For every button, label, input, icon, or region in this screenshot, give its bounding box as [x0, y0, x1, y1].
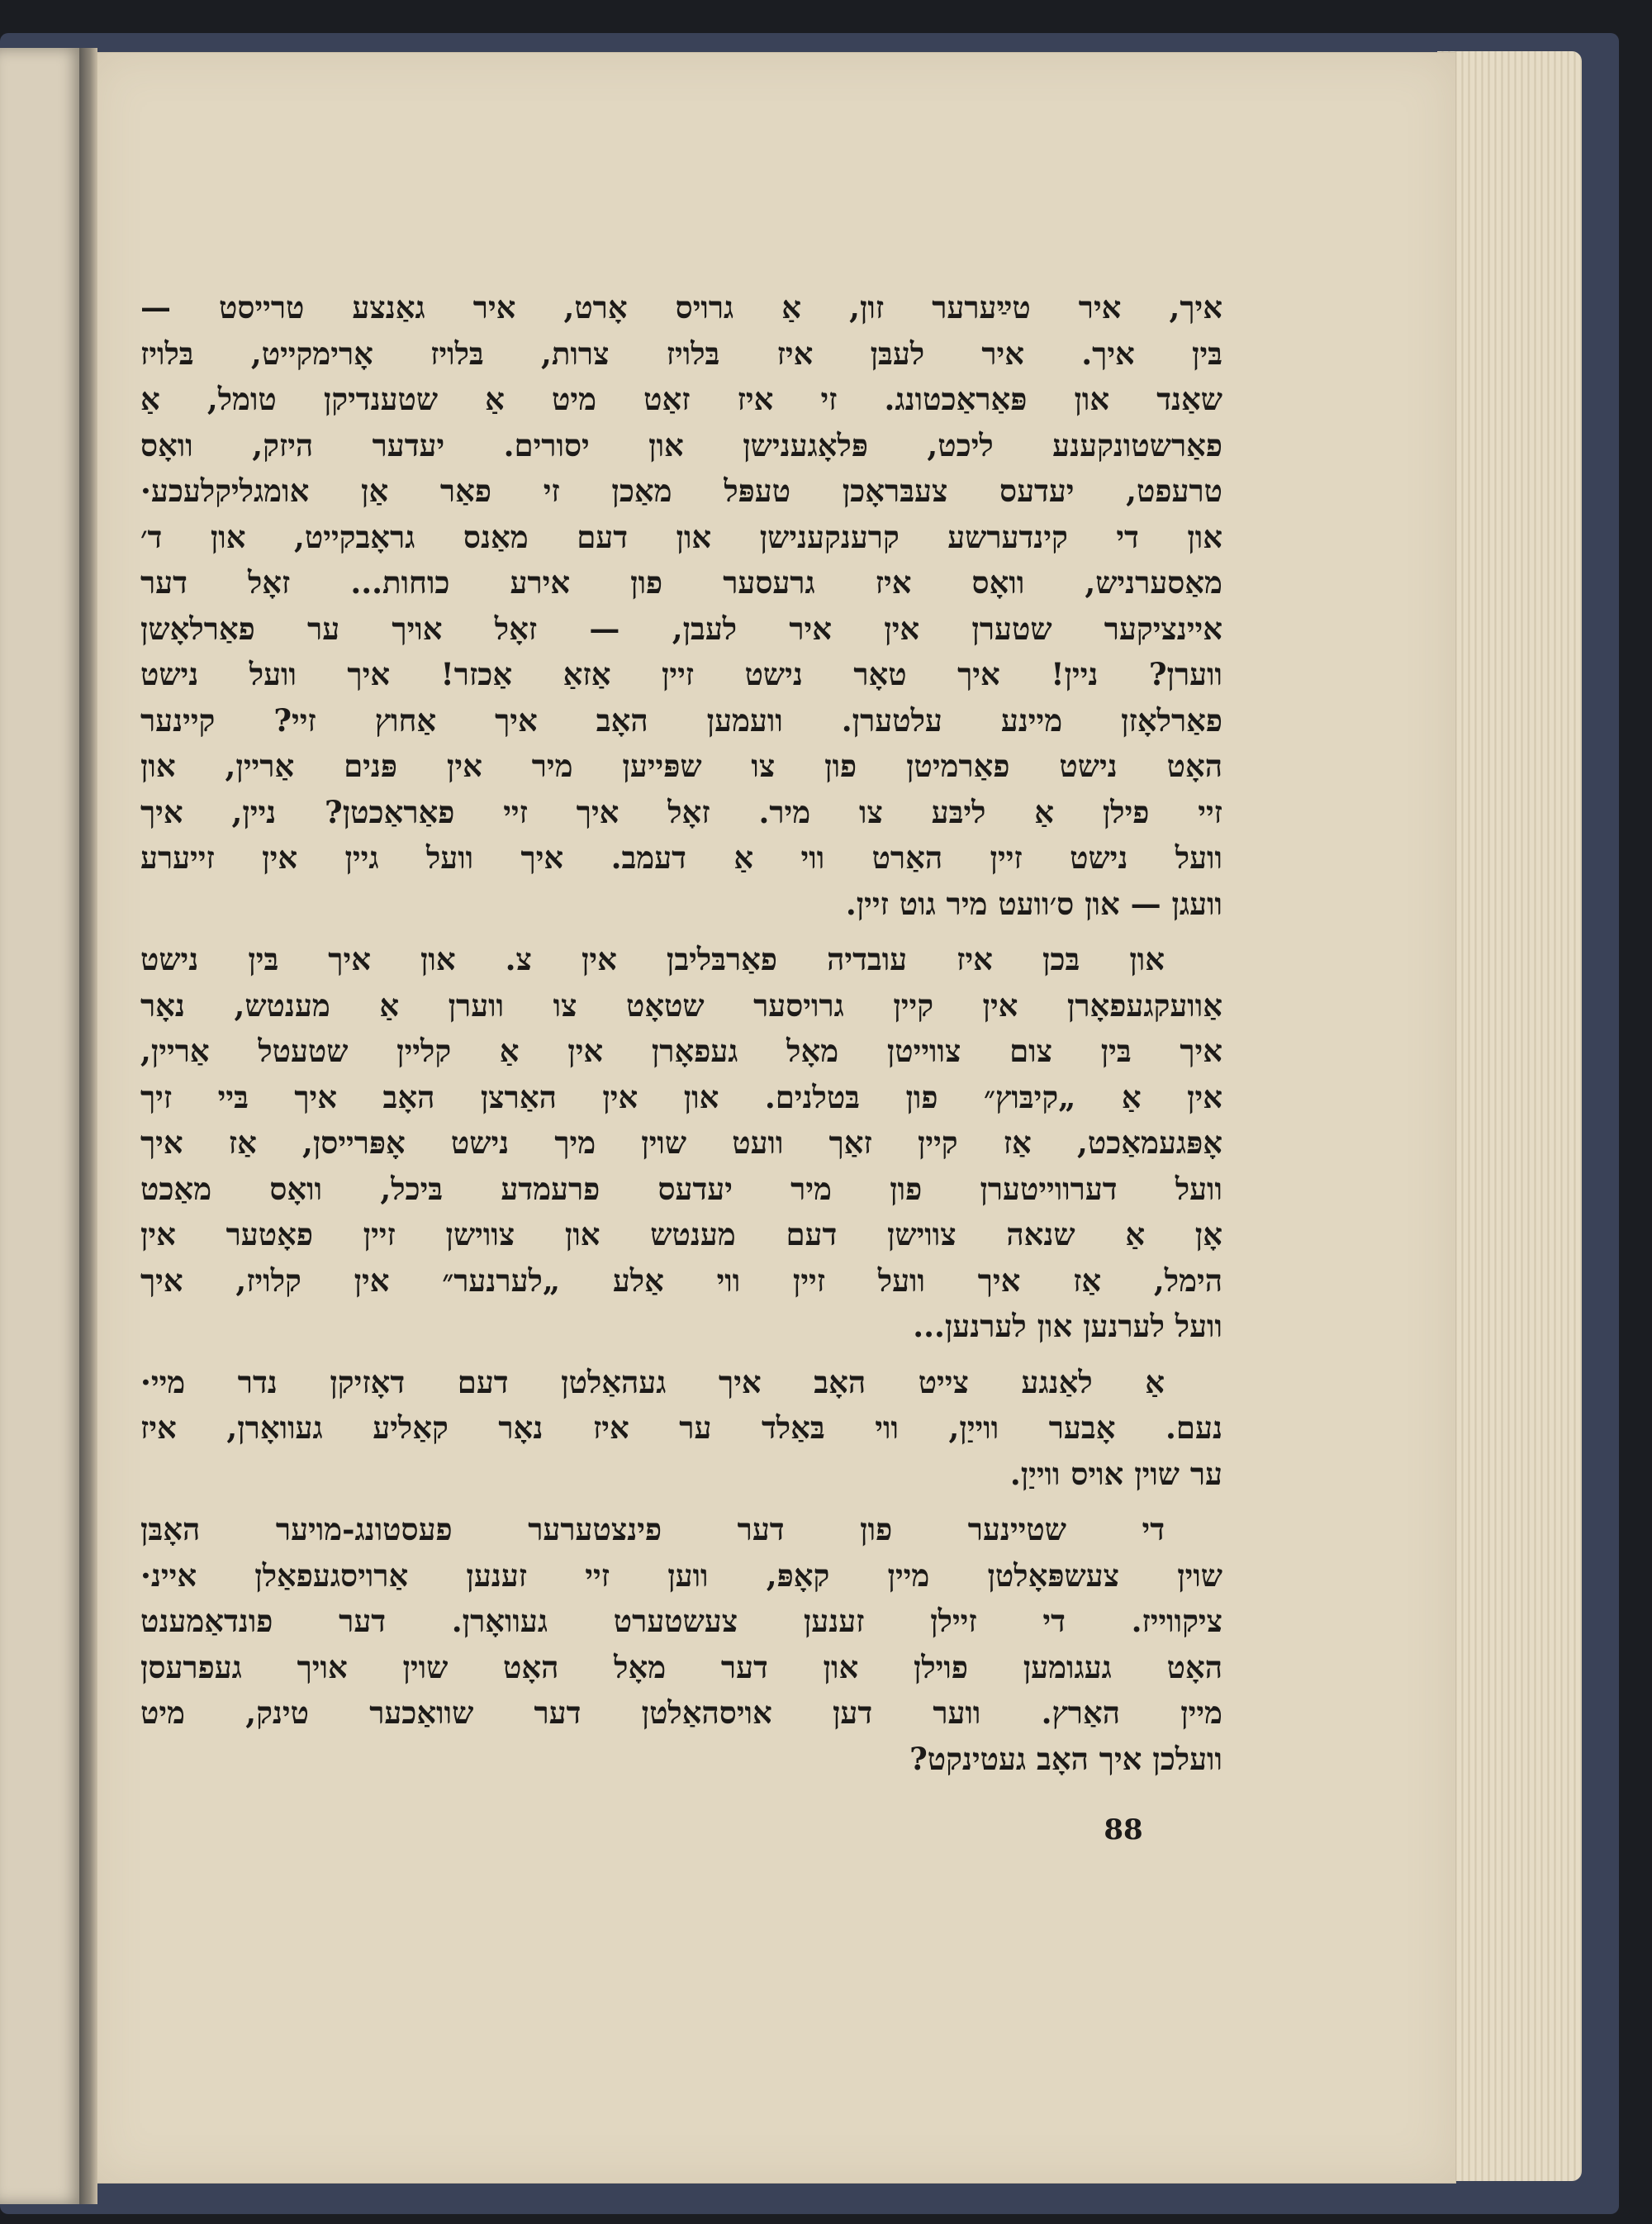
text-line: שוין צעשפּאָלטן מיין קאָפּ, ווען זיי זענען אַרויסגעפאַלן איינ· — [140, 1556, 1222, 1594]
text-line: אָפּגעמאַכט, אַז קיין זאַך וועט שוין מיך נישט אָפּרייסן, אַז איך — [140, 1124, 1222, 1161]
text-line: מיין האַרץ. ווער דען אויסהאַלטן דער שוואַכער טינק, מיט — [140, 1694, 1222, 1731]
text-line: איך, איר טײַערער זון, אַ גרויס אָרט, איר גאַנצע טרייסט — — [140, 289, 1222, 326]
text-line: בּין איך. איר לעבּן איז בּלויז צרות, בּלויז אָרימקייט, בּלויז — [140, 335, 1222, 372]
text-line: הימל, אַז איך וועל זיין ווי אַלע „לערנער״ אין קלויז, איך — [140, 1262, 1222, 1299]
paragraph — [140, 937, 1222, 1350]
text-line: נעם. אָבער ווייַן, ווי בּאַלד ער איז נאָר קאַליע געוואָרן, איז — [140, 1409, 1222, 1446]
paragraph — [140, 285, 1222, 927]
text-line: מאַסערניש, וואָס איז גרעסער פון אירע כוחות... זאָל דער — [140, 564, 1222, 601]
text-line: טרעפט, יעדעס צעבּראָכן טעפּל מאַכן זי פאַר אַן אומגליקלעכע· — [140, 473, 1222, 509]
text-line: אָן אַ שנאה צווישן דעם מענטש און צווישן זיין פאָטער אין — [140, 1216, 1222, 1252]
text-line: איך בּין צום צווייטן מאָל געפאָרן אין אַ קליין שטעטל אַריין, — [140, 1033, 1222, 1069]
text-line: וועלכן איך האָב געטינקט? — [909, 1740, 1222, 1777]
text-line: ווערן? ניין! איך טאָר נישט זיין אַזאַ אַכזר! איך וועל נישט — [140, 656, 1222, 692]
text-line: אַ לאַנגע צייט האָב איך געהאַלטן דעם דאָזיקן נדר מיי· — [140, 1363, 1165, 1400]
text-line: פאַרשטונקענע ליכט, פּלאָגענישן און יסורים. יעדער היזק, וואָס — [140, 426, 1222, 463]
text-line: ער שוין אויס ווייַן. — [1009, 1455, 1222, 1492]
text-line: וועל נישט זיין האַרט ווי אַ דעמב. איך וועל גיין אין זייערע — [140, 839, 1222, 876]
text-line: און בּכן איז עובדיה פאַרבּליבן אין צ. און איך בּין נישט — [140, 941, 1165, 977]
left-page-edge — [0, 48, 83, 2204]
book-gutter — [79, 48, 97, 2204]
page-block-edges — [1437, 51, 1582, 2181]
text-line: פאַרלאָזן מיינע עלטערן. וועמען האָב איך אַחוץ זיי? קיינער — [140, 701, 1222, 739]
text-line: ציקווייז. די זיילן זענען צעשטערט געוואָרן. דער פונדאַמענט — [140, 1603, 1222, 1639]
page-text — [140, 285, 1222, 1782]
text-line: אין אַ „קיבּוץ״ פון בּטלנים. און אין האַרצן האָב איך בּיי זיך — [140, 1078, 1222, 1115]
text-line: און די קינדערשע קרענקענישן און דעם מאַנס גראָבקייט, און ד׳ — [140, 518, 1222, 555]
text-line: וועגן — און ס׳וועט מיר גוט זיין. — [845, 885, 1222, 922]
text-line: די שטיינער פון דער פינצטערער פעסטונג-מויער האָבּן — [140, 1511, 1165, 1547]
paragraph — [140, 1507, 1222, 1782]
text-line: זיי פילן אַ ליבּע צו מיר. זאָל איך זיי פאַראַכטן? ניין, איך — [140, 793, 1222, 830]
paragraph — [140, 1360, 1222, 1498]
text-line: אַוועקגעפאָרן אין קיין גרויסער שטאָט צו ווערן אַ מענטש, נאָר — [140, 986, 1222, 1024]
text-line: שאַנד און פּאַראַכטונג. זי איז זאַט מיט אַ שטענדיקן טומל, אַ — [140, 381, 1222, 417]
text-line: האָט נישט פאַרמיטן פון צו שפּייען מיר אין פּנים אַריין, און — [140, 748, 1222, 784]
text-line: איינציקער שטערן אין איר לעבן, — זאָל אויך ער פאַרלאָשן — [140, 610, 1222, 647]
text-line: וועל לערנען און לערנען... — [913, 1308, 1222, 1344]
text-line: וועל דערווייטערן פון מיר יעדעס פרעמדע בּיכל, וואָס מאַכט — [140, 1170, 1222, 1207]
page-number: 88 — [1104, 1813, 1143, 1846]
text-line: האָט געגומען פוילן און דער מאָל האָט שוין אויך געפרעסן — [140, 1648, 1222, 1685]
